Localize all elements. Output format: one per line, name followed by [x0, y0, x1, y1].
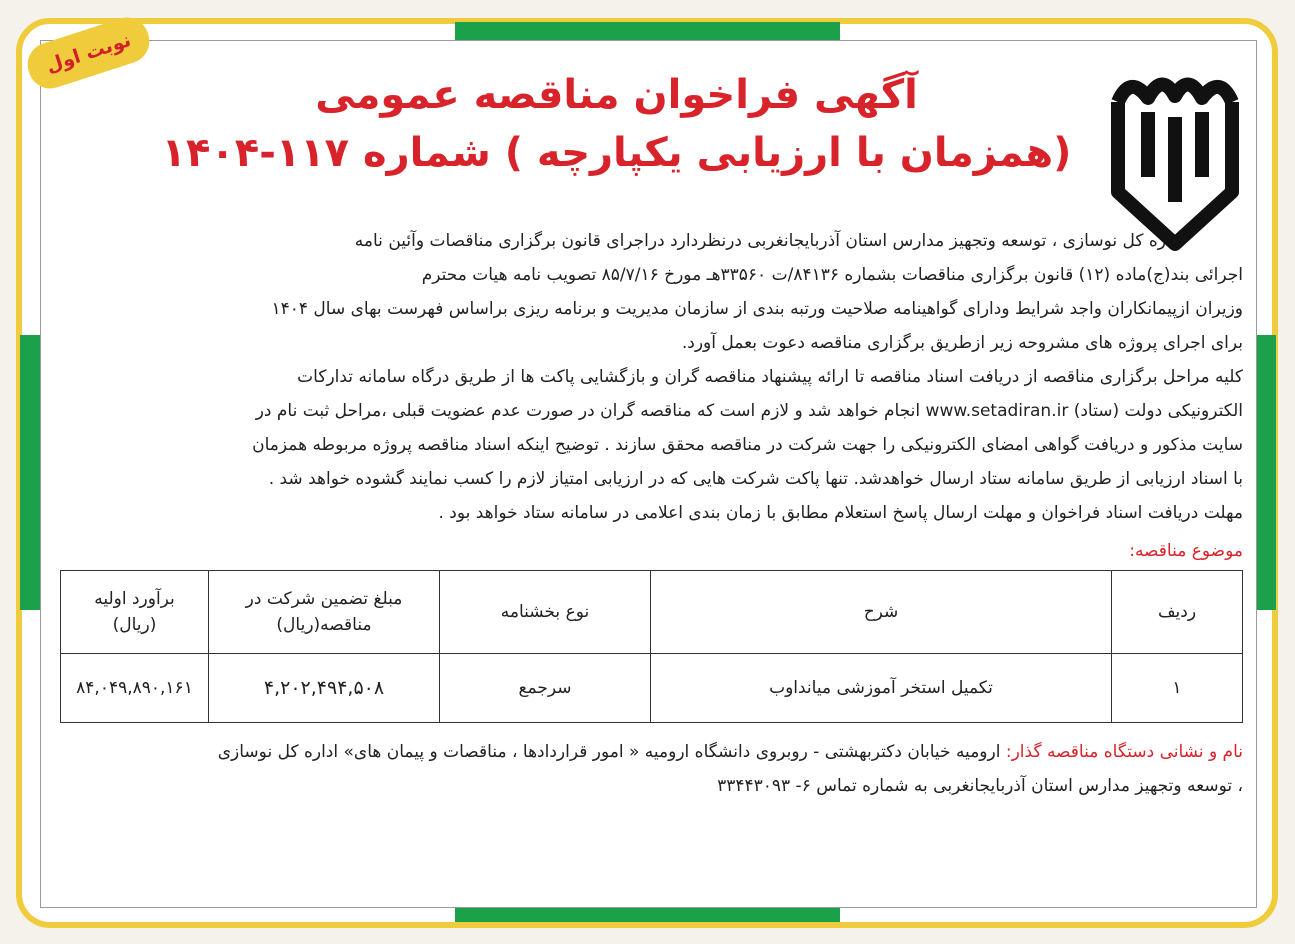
address-label: نام و نشانی دستگاه مناقصه گذار: — [1005, 742, 1243, 762]
body-line: اداره کل نوسازی ، توسعه وتجهیز مدارس استان آذربایجانغربی درنظردارد دراجرای قانون برگزاری مناقصات وآئین نامه — [354, 231, 1183, 251]
cell-initial-estimate: ۸۴,۰۴۹,۸۹۰,۱۶۱ — [61, 654, 209, 723]
ad-content — [60, 66, 1243, 803]
body-line: برای اجرای پروژه های مشروحه زیر ازطریق برگزاری مناقصه دعوت بعمل آورد. — [681, 333, 1243, 353]
address-text: ارومیه خیابان دکتربهشتی - روبروی دانشگاه ارومیه « امور قراردادها ، مناقصات و پیمان های» اداره کل نوسازی — [217, 742, 1001, 762]
top-green-bar — [455, 22, 840, 42]
body-line: وزیران ازپیمانکاران واجد شرایط ودارای گواهینامه صلاحیت ورتبه بندی از سازمان مدیریت و برنامه ریزی براساس فهرست بهای سال ۱۴۰۴ — [271, 299, 1243, 319]
header-row-number: ردیف — [1112, 571, 1243, 654]
header-circular-type: نوع بخشنامه — [440, 571, 651, 654]
ad-header — [60, 66, 1243, 216]
ad-subtitle: (همزمان با ارزیابی یکپارچه ) شماره ۱۱۷-۱۴۰۴ — [161, 130, 1072, 176]
header-guarantee-amount: مبلغ تضمین شرکت در مناقصه(ریال) — [209, 571, 440, 654]
right-green-bar — [1254, 335, 1276, 610]
cell-description: تکمیل استخر آموزشی میانداوب — [651, 654, 1112, 723]
left-green-bar — [20, 335, 42, 610]
footer-line — [60, 735, 1243, 769]
cell-guarantee-amount: ۴,۲۰۲,۴۹۴,۵۰۸ — [209, 654, 440, 723]
cell-circular-type: سرجمع — [440, 654, 651, 723]
body-line: کلیه مراحل برگزاری مناقصه از دریافت اسناد مناقصه تا ارائه پیشنهاد مناقصه گران و بازگشایی پاکت ها از طریق درگاه سامانه تدارکات — [297, 367, 1243, 387]
tender-table — [60, 570, 1243, 723]
body-line: مهلت دریافت اسناد فراخوان و مهلت ارسال پاسخ استعلام مطابق با زمان بندی اعلامی در سامانه ستاد خواهد بود . — [438, 503, 1243, 523]
organization-logo-icon — [1108, 62, 1242, 252]
first-run-badge: نوبت اول — [22, 12, 155, 94]
ad-body — [60, 224, 1243, 530]
header-description: شرح — [651, 571, 1112, 654]
header-initial-estimate: برآورد اولیه (ریال) — [61, 571, 209, 654]
cell-row-number: ۱ — [1112, 654, 1243, 723]
body-line: سایت مذکور و دریافت گواهی امضای الکترونیکی را جهت شرکت در مناقصه محقق سازند . توضیح اینکه اسناد مناقصه پروژه مربوطه همزمان — [252, 435, 1243, 455]
body-line: الکترونیکی دولت (ستاد) www.setadiran.ir انجام خواهد شد و لازم است که مناقصه گران در صورت عدم عضویت قبلی ،مراحل ثبت نام در — [255, 401, 1243, 421]
table-header-row — [61, 571, 1243, 654]
body-line: با اسناد ارزیابی از طریق سامانه ستاد ارسال خواهدشد. تنها پاکت شرکت هایی که در ارزیابی امتیاز لازم را کسب نمایند گشوده خواهد شد . — [268, 469, 1243, 489]
ad-title: آگهی فراخوان مناقصه عمومی — [315, 72, 918, 118]
tenderer-address — [60, 735, 1243, 803]
table-row — [61, 654, 1243, 723]
footer-line: ، توسعه وتجهیز مدارس استان آذربایجانغربی به شماره تماس ۶- ۳۳۴۴۳۰۹۳ — [717, 776, 1243, 796]
subject-label: موضوع مناقصه: — [1129, 541, 1243, 561]
body-line: اجرائی بند(ج)ماده (۱۲) قانون برگزاری مناقصات بشماره ۸۴۱۳۶/ت ۳۳۵۶۰هـ مورخ ۸۵/۷/۱۶ تصویب نامه هیات محترم — [421, 265, 1243, 285]
